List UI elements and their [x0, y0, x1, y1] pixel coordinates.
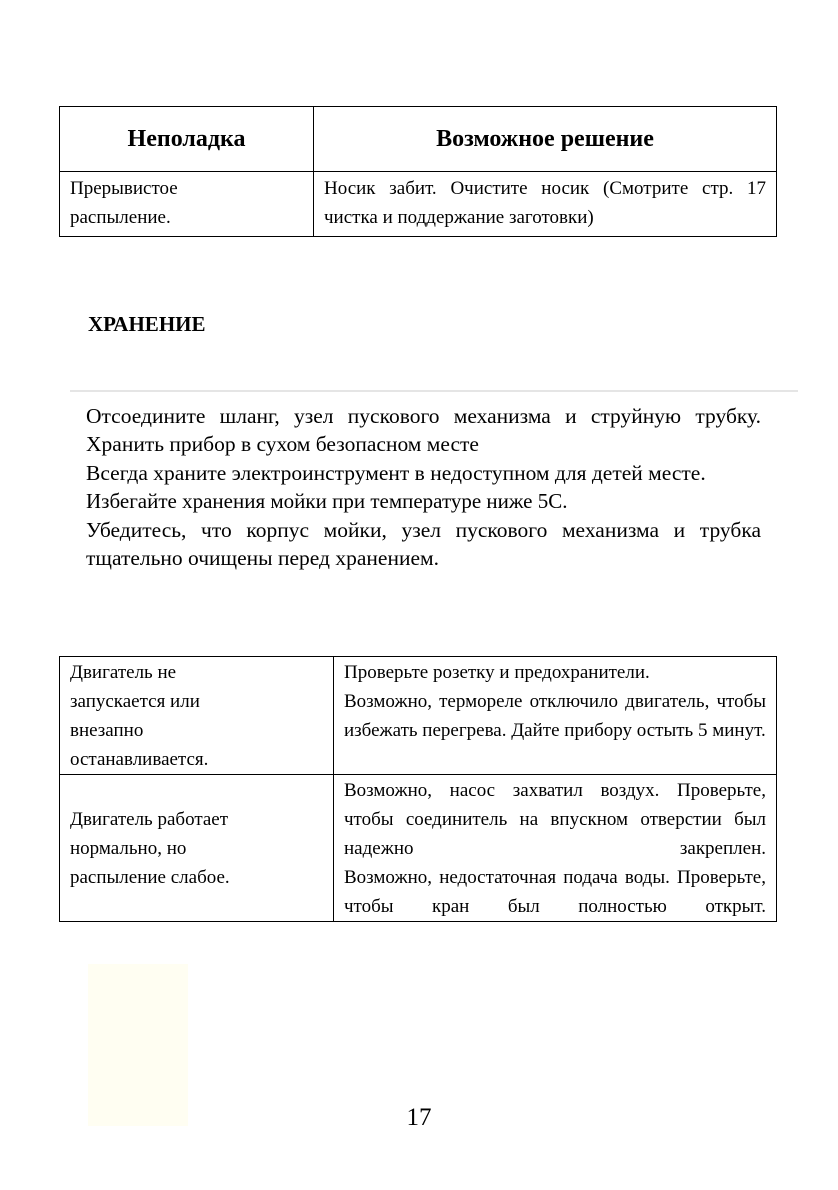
divider — [70, 390, 798, 392]
header-solution: Возможное решение — [314, 107, 777, 172]
solution-cell — [334, 657, 777, 775]
troubleshooting-table-2 — [59, 656, 777, 922]
problem-text: Двигатель работает нормально, но распыление слабое. — [70, 809, 230, 888]
problem-text: Прерывистое распыление. — [70, 178, 178, 228]
storage-instructions — [86, 402, 761, 572]
table-row — [60, 172, 777, 237]
solution-text: Проверьте розетку и предохранители. — [344, 662, 650, 683]
highlight-box — [88, 964, 188, 1126]
header-problem: Неполадка — [60, 107, 314, 172]
storage-paragraph: Убедитесь, что корпус мойки, узел пускового механизма и трубка тщательно очищены перед хранением. — [86, 517, 761, 571]
table-header-row — [60, 107, 777, 172]
solution-text: Возможно, насос захватил воздух. Проверьте, чтобы соединитель на впускном отверстии был надежно закреплен. — [344, 780, 766, 859]
table-row — [60, 657, 777, 775]
problem-cell — [60, 657, 334, 775]
storage-paragraph: Избегайте хранения мойки при температуре ниже 5С. — [86, 489, 568, 514]
solution-text: Возможно, недостаточная подача воды. Проверьте, чтобы кран был полностью открыт. — [344, 867, 766, 917]
problem-cell — [60, 172, 314, 237]
solution-cell: Носик забит. Очистите носик (Смотрите стр. 17 чистка и поддержание заготовки) — [314, 172, 777, 237]
problem-cell — [60, 775, 334, 922]
table-row — [60, 775, 777, 922]
storage-heading: ХРАНЕНИЕ — [88, 312, 206, 336]
solution-cell — [334, 775, 777, 922]
problem-text: Двигатель не запускается или внезапно останавливается. — [70, 662, 209, 770]
page-number: 17 — [406, 1104, 432, 1131]
troubleshooting-table-1 — [59, 106, 777, 237]
storage-paragraph: Отсоедините шланг, узел пускового механизма и струйную трубку. Хранить прибор в сухом безопасном месте — [86, 404, 761, 457]
storage-paragraph: Всегда храните электроинструмент в недоступном для детей месте. — [86, 460, 706, 485]
solution-text: Возможно, термореле отключило двигатель, чтобы избежать перегрева. Дайте прибору остыть 5 минут. — [344, 691, 766, 741]
